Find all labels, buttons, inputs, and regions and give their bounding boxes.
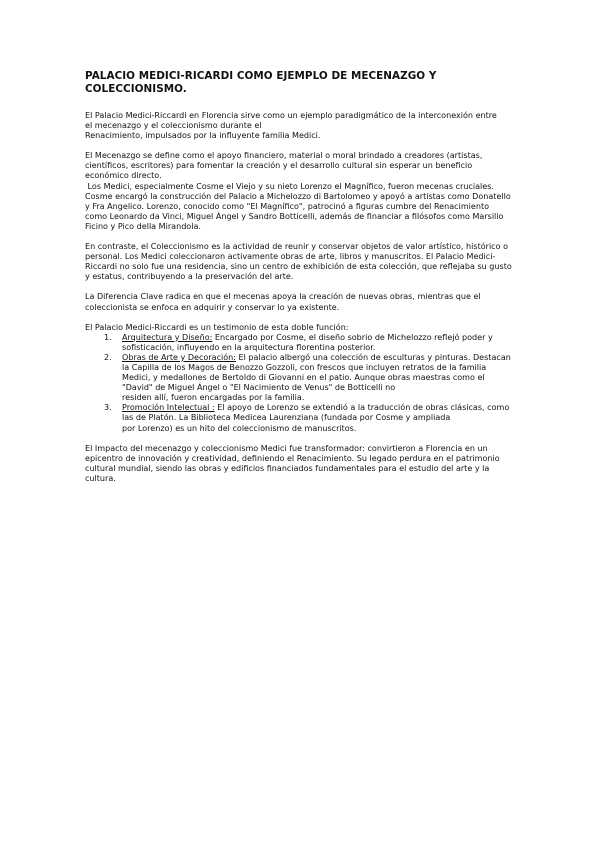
list-number: 2. bbox=[104, 352, 112, 362]
text-line: y Fra Angelico. Lorenzo, conocido como "El Magnífico", patrocinó a figuras cumbre del Renacimiento bbox=[85, 201, 490, 211]
list-item-heading: Arquitectura y Diseño: bbox=[122, 332, 213, 342]
paragraph-coleccionismo bbox=[85, 242, 520, 282]
list-item-text: Medici, y medallones de Bertoldo di Giovanni en el patio. Aunque obras maestras como el bbox=[122, 373, 485, 383]
list-item-text: las de Platón. La Biblioteca Medicea Laurenziana (fundada por Cosme y ampliada bbox=[122, 413, 451, 423]
list-item-text: Encargado por Cosme, el diseño sobrio de Michelozzo reflejó poder y bbox=[212, 332, 493, 342]
list-item bbox=[85, 403, 520, 433]
list-item-text: residen allí, fueron encargadas por la familia. bbox=[122, 393, 305, 403]
list-item-text: por Lorenzo) es un hito del coleccionismo de manuscritos. bbox=[122, 423, 357, 433]
list-number: 3. bbox=[104, 403, 112, 413]
text-line: Cosme encargó la construcción del Palacio a Michelozzo di Bartolomeo y apoyó a artistas como Donatello bbox=[85, 191, 511, 201]
text-line: En contraste, el Coleccionismo es la actividad de reunir y conservar objetos de valor artístico, histórico o bbox=[85, 242, 509, 252]
list-item-heading: Promoción Intelectual : bbox=[122, 403, 215, 413]
paragraph-diferencia bbox=[85, 292, 520, 312]
text-line: personal. Los Medici coleccionaron activamente obras de arte, libros y manuscritos. El Palacio Medici- bbox=[85, 252, 496, 262]
document-page bbox=[85, 70, 520, 484]
paragraph-intro bbox=[85, 111, 520, 141]
text-line: cultura. bbox=[85, 473, 116, 483]
list-item-text: El apoyo de Lorenzo se extendió a la traducción de obras clásicas, como bbox=[214, 403, 510, 413]
text-line: epicentro de innovación y creatividad, definiendo el Renacimiento. Su legado perdura en el patrimonio bbox=[85, 453, 500, 463]
text-line: Ficino y Pico della Mirandola. bbox=[85, 221, 201, 231]
list-item-text: la Capilla de los Magos de Benozzo Gozzoli, con frescos que incluyen retratos de la familia bbox=[122, 362, 487, 372]
title-line: COLECCIONISMO. bbox=[85, 82, 187, 95]
text-line: coleccionista se enfoca en adquirir y conservar lo ya existente. bbox=[85, 302, 340, 312]
list-item-heading: Obras de Arte y Decoración: bbox=[122, 352, 236, 362]
document-title bbox=[85, 70, 520, 95]
text-line: el mecenazgo y el coleccionismo durante el bbox=[85, 121, 262, 131]
list-item bbox=[85, 353, 520, 403]
list-item-text: "David" de Miguel Ángel o "El Nacimiento de Venus" de Botticelli no bbox=[122, 383, 396, 393]
text-line: cultural mundial, siendo las obras y edificios financiados fundamentales para el estudio del arte y la bbox=[85, 463, 490, 473]
text-line: Riccardi no solo fue una residencia, sino un centro de exhibición de esta colección, que reflejaba su gusto bbox=[85, 262, 512, 272]
list-item-text: sofisticación, influyendo en la arquitectura florentina posterior. bbox=[122, 342, 376, 352]
title-line: PALACIO MEDICI-RICARDI COMO EJEMPLO DE MECENAZGO Y bbox=[85, 70, 437, 82]
text-line: El Mecenazgo se define como el apoyo financiero, material o moral brindado a creadores (artistas, bbox=[85, 151, 483, 161]
function-list bbox=[85, 333, 520, 434]
text-line: como Leonardo da Vinci, Miguel Ángel y Sandro Botticelli, además de financiar a filósofos como Marsilio bbox=[85, 211, 504, 221]
list-item-text: El palacio albergó una colección de esculturas y pinturas. Destacan bbox=[235, 352, 511, 362]
text-line: El Palacio Medici-Riccardi en Florencia sirve como un ejemplo paradigmático de la interconexión entre bbox=[85, 111, 497, 120]
text-line: Renacimiento, impulsados por la influyente familia Medici. bbox=[85, 131, 321, 141]
text-line: científicos, escritores) para fomentar la creación y el desarrollo cultural sin esperar un beneficio bbox=[85, 161, 473, 171]
text-line: y estatus, contribuyendo a la preservación del arte. bbox=[85, 272, 294, 282]
paragraph-funcion-intro bbox=[85, 323, 520, 333]
list-number: 1. bbox=[104, 332, 112, 342]
paragraph-impacto bbox=[85, 444, 520, 484]
text-line: económico directo. bbox=[85, 171, 162, 181]
list-item bbox=[85, 333, 520, 353]
text-line: La Diferencia Clave radica en que el mecenas apoya la creación de nuevas obras, mientras que el bbox=[85, 292, 481, 302]
paragraph-mecenazgo bbox=[85, 151, 520, 232]
text-line: Los Medici, especialmente Cosme el Viejo y su nieto Lorenzo el Magnífico, fueron mecenas cruciales. bbox=[85, 181, 494, 191]
text-line: El Impacto del mecenazgo y coleccionismo Medici fue transformador: convirtieron a Florencia en un bbox=[85, 443, 488, 453]
text-line: El Palacio Medici-Riccardi es un testimonio de esta doble función: bbox=[85, 322, 349, 332]
